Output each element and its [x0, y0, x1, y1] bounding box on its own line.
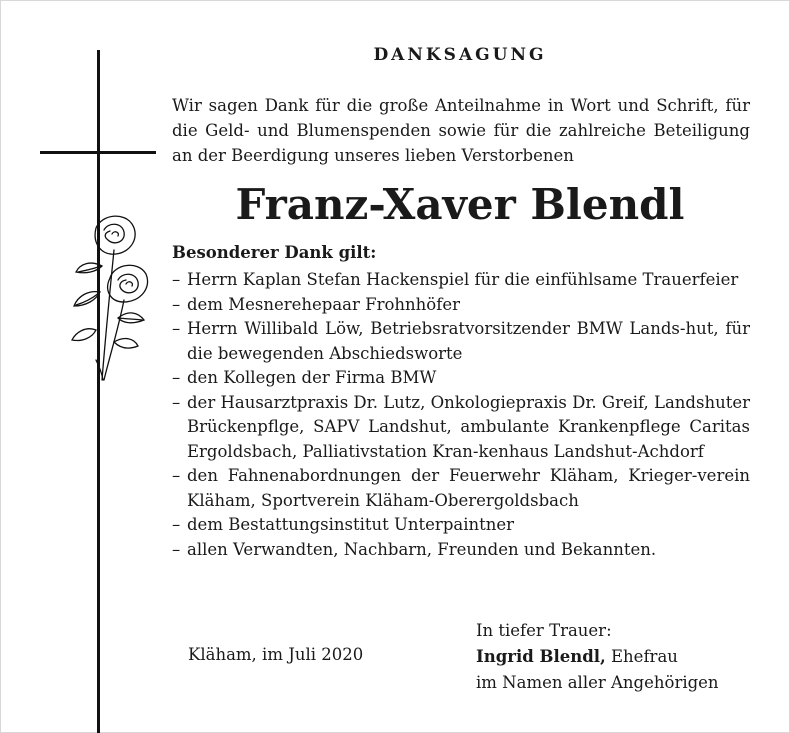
list-dash: –: [172, 319, 181, 338]
list-item: [172, 366, 750, 391]
list-dash: –: [172, 466, 181, 485]
list-item: [172, 538, 750, 563]
signer-name: Ingrid Blendl,: [476, 647, 606, 666]
list-item: [172, 391, 750, 465]
list-dash: –: [172, 392, 181, 412]
roses-icon: [66, 210, 152, 385]
list-item-text: allen Verwandten, Nachbarn, Freunden und Bekannten.: [187, 539, 657, 559]
list-item-text: Herrn Kaplan Stefan Hackenspiel für die einfühlsame Trauerfeier: [187, 270, 739, 289]
list-item-text: der Hausarztpraxis Dr. Lutz, Onkologiepraxis Dr. Greif, Landshuter Brückenpflge, SAPV Landshut, ambulante Krankenpflege Caritas Ergoldsbach, Palliativstation Kran-kenhaus Landshut-Achdorf: [187, 392, 750, 461]
list-dash: –: [172, 368, 181, 387]
thanks-list: [172, 268, 750, 562]
list-item: [172, 317, 750, 366]
list-item-text: dem Mesnerehepaar Frohnhöfer: [187, 294, 460, 314]
cross-horizontal-bar: [40, 151, 156, 154]
signature-block: [476, 618, 719, 696]
list-item: [172, 464, 750, 513]
list-dash: –: [172, 270, 181, 289]
list-item-text: den Kollegen der Firma BMW: [187, 368, 437, 387]
intro-text: Wir sagen Dank für die große Anteilnahme in Wort und Schrift, für die Geld- und Blumenspenden sowie für die zahlreiche Beteiligung an der Beerdigung unseres lieben Verstorbenen: [172, 96, 750, 165]
list-dash: –: [172, 515, 181, 534]
deceased-name: Franz-Xaver Blendl: [235, 180, 685, 229]
signer-role: Ehefrau: [611, 647, 678, 666]
list-dash: –: [172, 539, 181, 559]
place-date: Kläham, im Juli 2020: [188, 645, 364, 664]
thanks-title: Besonderer Dank gilt:: [172, 243, 377, 262]
list-dash: –: [172, 294, 181, 314]
mourning-line: In tiefer Trauer:: [476, 621, 612, 640]
notice-heading: DANKSAGUNG: [373, 45, 547, 65]
list-item: [172, 268, 750, 293]
list-item-text: dem Bestattungsinstitut Unterpaintner: [187, 515, 515, 534]
list-item: [172, 513, 750, 538]
list-item-text: den Fahnenabordnungen der Feuerwehr Kläham, Krieger-verein Kläham, Sportverein Kläham-Oberergoldsbach: [187, 466, 750, 510]
list-item: [172, 293, 750, 318]
signer-line: [476, 644, 719, 670]
list-item-text: Herrn Willibald Löw, Betriebsratvorsitzender BMW Lands-hut, für die bewegenden Abschiedsworte: [187, 319, 750, 363]
signer-note: im Namen aller Angehörigen: [476, 673, 719, 692]
